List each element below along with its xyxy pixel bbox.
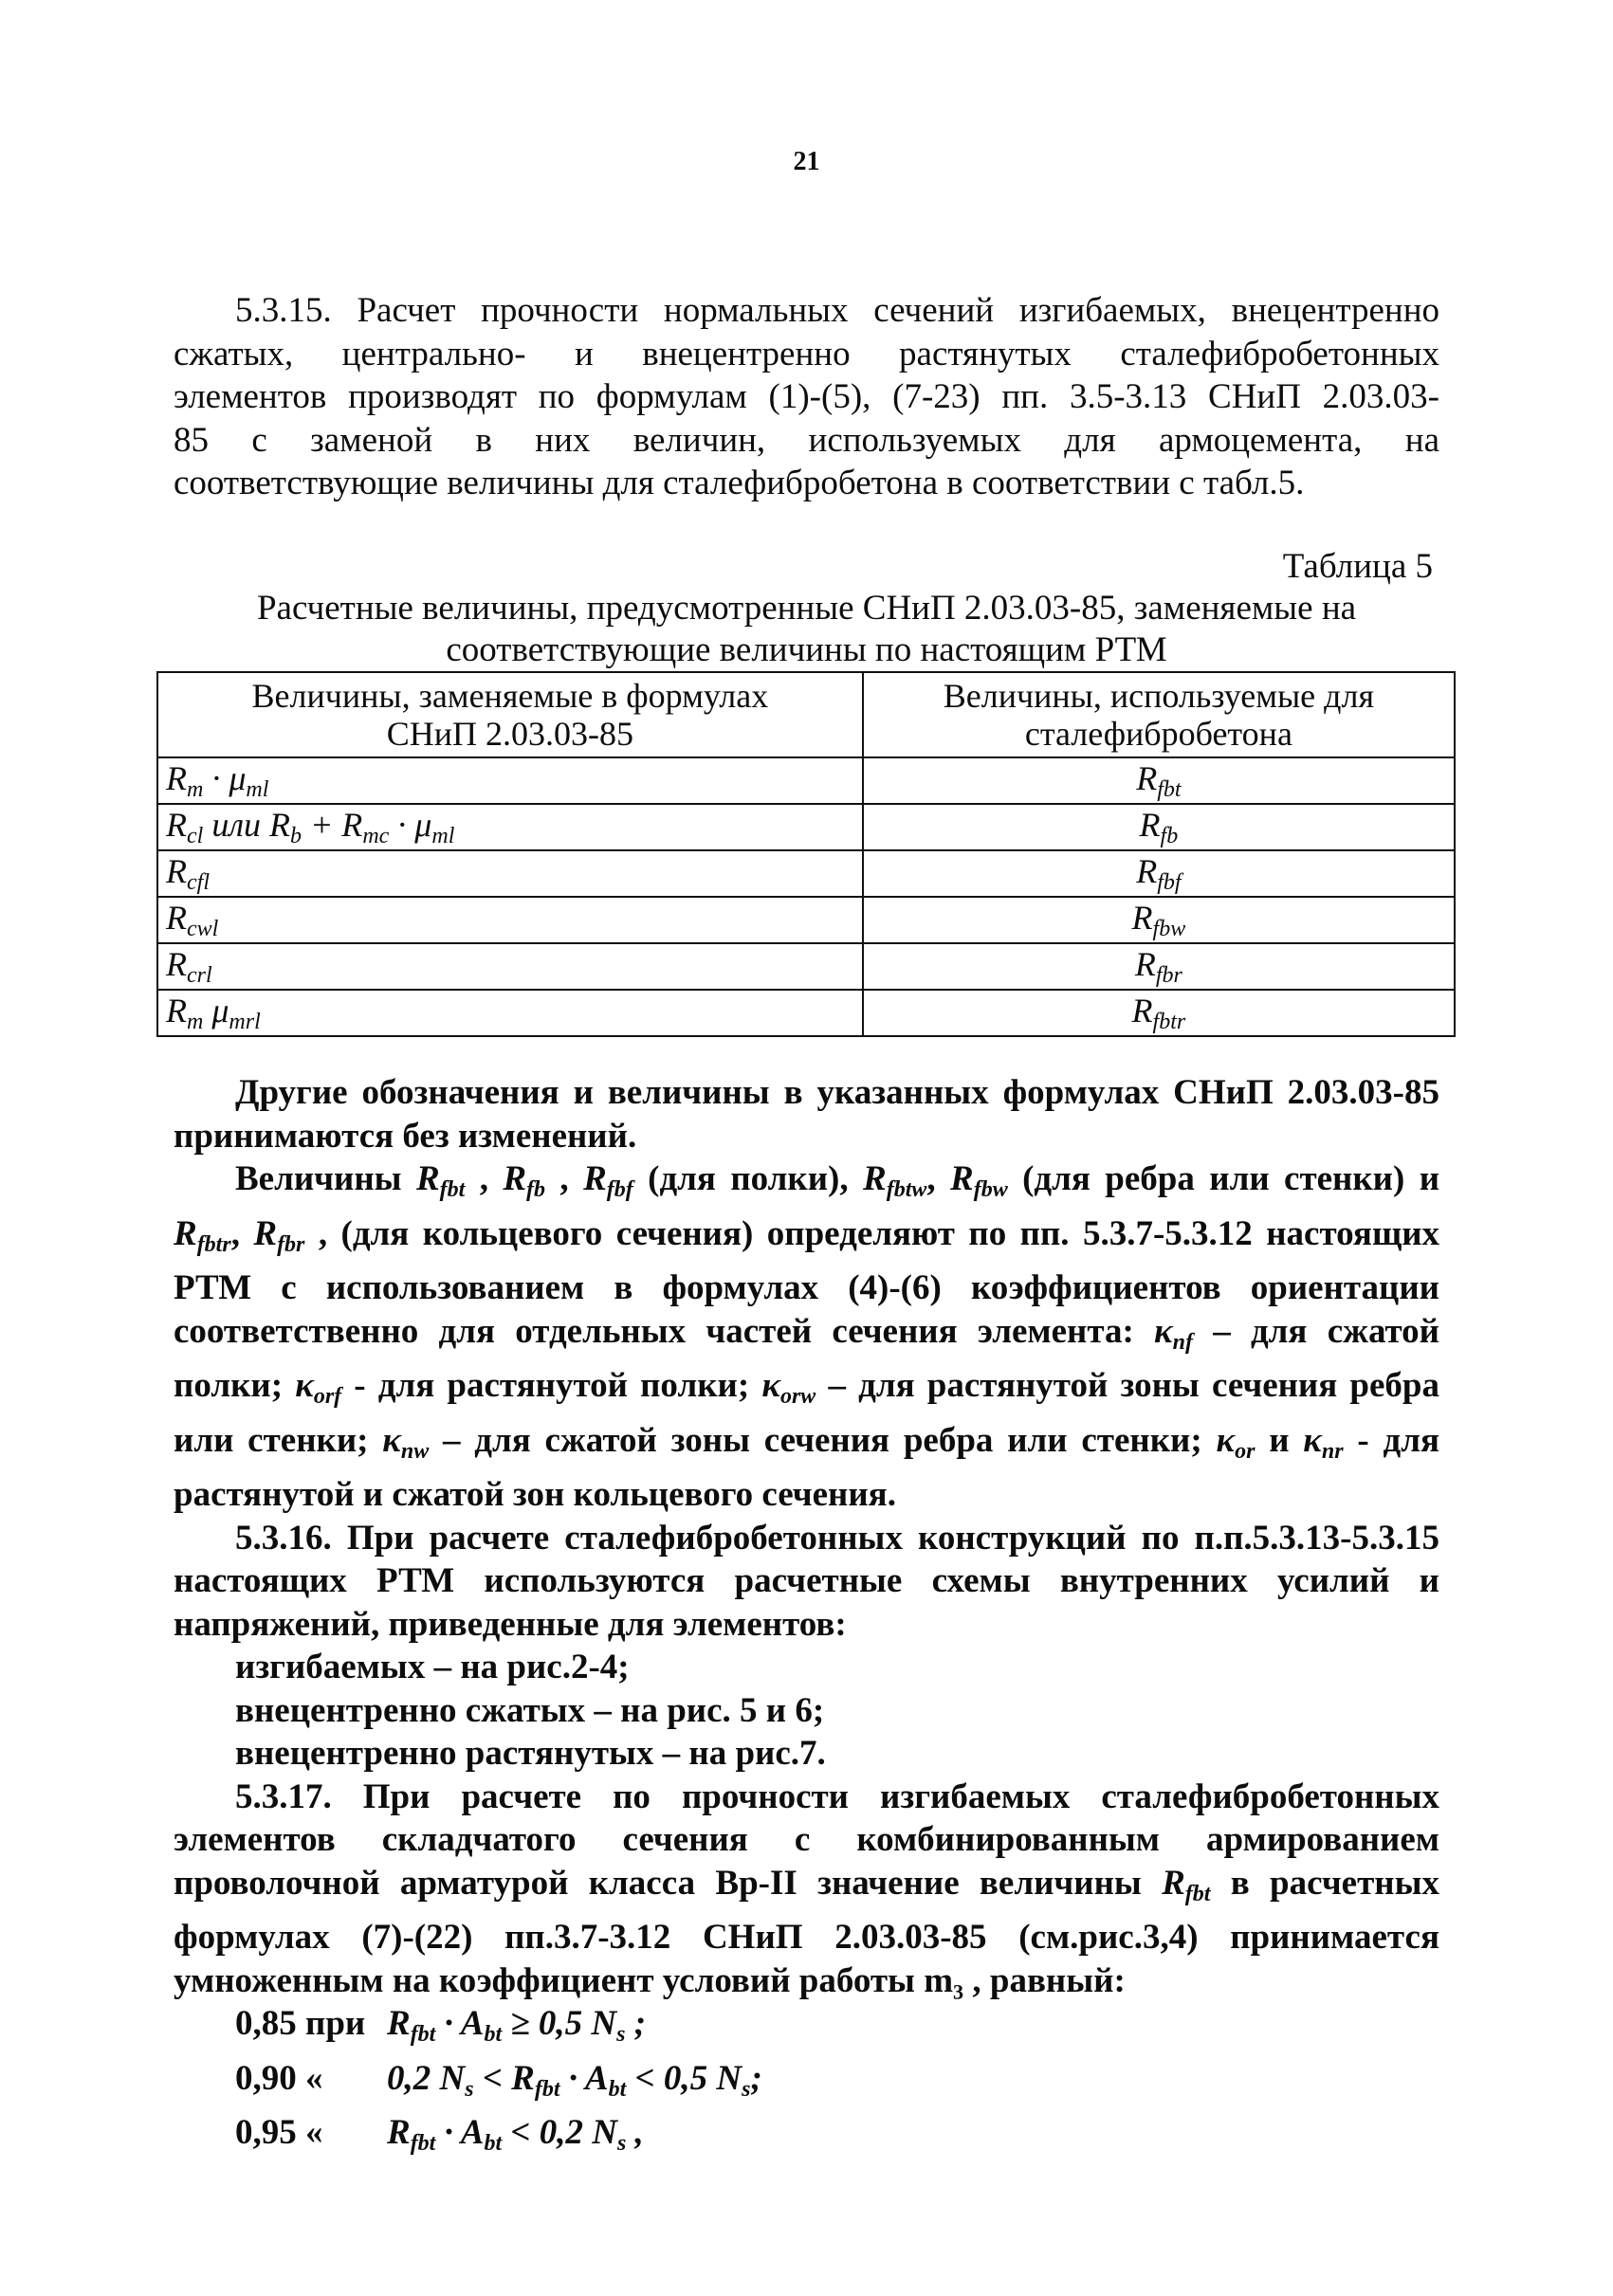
used-value-cell: $R_{fb}$	[863, 804, 1455, 850]
formula-line	[174, 2057, 1439, 2112]
coefficient-formulas	[174, 2002, 1439, 2166]
table-header-row	[157, 672, 1455, 757]
body-line: Другие обозначения и величины в указанных формулах СНиП 2.03.03-85	[235, 1073, 1439, 1112]
replaced-value-cell: $R_{cwl}$	[157, 897, 863, 943]
table-title	[174, 588, 1439, 671]
coefficient-value: 0,90 «	[235, 2058, 323, 2098]
header-text: сталефибробетона	[1024, 715, 1292, 753]
body-line: 5.3.16. При расчете сталефибробетонных конструкций по п.п.5.3.13-5.3.15	[235, 1518, 1439, 1558]
table-number: Таблица 5	[1282, 547, 1433, 586]
condition-expression: 0,2 $N_s < R_{fbt} \cdot A_{bt} < 0,5$ $N_s$;	[387, 2058, 762, 2102]
list-item: изгибаемых – на рис.2-4;	[235, 1648, 630, 1686]
body-line: 5.3.17. При расчете по прочности изгибаемых сталефибробетонных	[235, 1777, 1439, 1816]
replaced-value-cell: $R_m$ $\mu_{mrl}$	[157, 990, 863, 1036]
body-line: формулах (7)-(22) пп.3.7-3.12 СНиП 2.03.03-85 (см.рис.3,4) принимается	[174, 1918, 1439, 1957]
used-value-cell: $R_{fbtr}$	[863, 990, 1455, 1036]
condition-expression: $R_{fbt} \cdot A_{bt} < 0,2$ $N_s$ ,	[387, 2113, 644, 2156]
intro-line: сжатых, центрально- и внецентренно растянутых сталефибробетонных	[174, 334, 1439, 374]
header-text: Величины, заменяемые в формулах	[251, 677, 769, 715]
used-value-cell: $R_{fbw}$	[863, 897, 1455, 943]
table-row	[157, 850, 1455, 897]
header-replaced-values	[157, 672, 863, 757]
intro-paragraph	[174, 289, 1439, 505]
body-line: проволочной арматурой класса Вр-II значение величины $R_{fbt}$ в расчетных	[174, 1863, 1439, 1906]
intro-line: 5.3.15. Расчет прочности нормальных сечений изгибаемых, внецентренно	[235, 291, 1439, 330]
intro-line: элементов производят по формулам (1)-(5), (7-23) пп. 3.5-3.13 СНиП 2.03.03-	[174, 377, 1439, 416]
page-number: 21	[793, 147, 820, 176]
list-item: внецентренно сжатых – на рис. 5 и 6;	[235, 1690, 825, 1730]
body-line: растянутой и сжатой зон кольцевого сечения.	[174, 1475, 896, 1514]
table-row	[157, 897, 1455, 943]
coefficient-value: 0,95 «	[235, 2113, 323, 2152]
paragraph-values	[174, 1157, 1439, 1517]
substitution-table	[156, 671, 1456, 1037]
paragraph-other-notation	[174, 1071, 1439, 1157]
table-row	[157, 804, 1455, 850]
table-title-line: соответствующие величины по настоящим РТМ	[446, 630, 1167, 669]
table-row	[157, 757, 1455, 804]
used-value-cell: $R_{fbf}$	[863, 850, 1455, 897]
body-line: умноженным на коэффициент условий работы m₃ , равный:	[174, 1960, 1126, 2000]
used-value-cell: $R_{fbr}$	[863, 943, 1455, 990]
replaced-value-cell: $R_{cfl}$	[157, 850, 863, 897]
body-text	[174, 1071, 1439, 2166]
header-text: Величины, используемые для	[943, 677, 1374, 715]
header-used-values	[863, 672, 1455, 757]
body-line: Величины $R_{fbt}$ , $R_{fb}$ , $R_{fbf}$ (для полки), $R_{fbtw}$, $R_{fbw}$ (для ребра или стенки) и	[235, 1159, 1440, 1202]
intro-line: соответствующие величины для сталефибробетона в соответствии с табл.5.	[174, 464, 1305, 502]
body-line: соответственно для отдельных частей сечения элемента: $\kappa_{nf}$ – для сжатой	[174, 1311, 1439, 1355]
paragraph-5-3-16	[174, 1517, 1439, 1647]
formula-line	[174, 2002, 1439, 2057]
section-5-3-15	[174, 289, 1439, 505]
used-value-cell: $R_{fbt}$	[863, 757, 1455, 804]
body-line: $R_{fbtr}$, $R_{fbr}$ , (для кольцевого сечения) определяют по пп. 5.3.7-5.3.12 настоящих	[174, 1213, 1440, 1257]
table-row	[157, 990, 1455, 1036]
replaced-value-cell: $R_{cl}$ или $R_b + R_{mc} \cdot \mu_{ml}$	[157, 804, 863, 850]
table-title-line: Расчетные величины, предусмотренные СНиП 2.03.03-85, заменяемые на	[256, 589, 1357, 628]
body-line: РТМ с использованием в формулах (4)-(6) коэффициентов ориентации	[174, 1268, 1439, 1307]
body-line: полки; $\kappa_{orf}$ - для растянутой полки; $\kappa_{orw}$ – для растянутой зоны сечения ребра	[174, 1366, 1440, 1409]
condition-expression: $R_{fbt} \cdot A_{bt} \ge 0,5$ $N_s$ ;	[387, 2004, 647, 2047]
body-line: напряжений, приведенные для элементов:	[174, 1604, 847, 1644]
list-item: внецентренно растянутых – на рис.7.	[235, 1734, 826, 1773]
body-line: или стенки; $\kappa_{nw}$ – для сжатой зоны сечения ребра или стенки; $\kappa_{or}$ и $\kappa_{nr}$ - для	[174, 1420, 1439, 1464]
body-line: элементов складчатого сечения с комбинированным армированием	[174, 1820, 1439, 1859]
paragraph-5-3-17	[174, 1776, 1439, 2003]
header-text: СНиП 2.03.03-85	[386, 715, 634, 753]
body-line: настоящих РТМ используются расчетные схемы внутренних усилий и	[174, 1561, 1439, 1600]
replaced-value-cell: $R_m \cdot \mu_{ml}$	[157, 757, 863, 804]
body-line: принимаются без изменений.	[174, 1116, 637, 1156]
replaced-value-cell: $R_{crl}$	[157, 943, 863, 990]
schemes-list	[174, 1646, 1439, 1776]
formula-line	[174, 2111, 1439, 2166]
table-row	[157, 943, 1455, 990]
intro-line: 85 с заменой в них величин, используемых для армоцемента, на	[174, 420, 1439, 460]
coefficient-value: 0,85 при	[235, 2004, 366, 2043]
